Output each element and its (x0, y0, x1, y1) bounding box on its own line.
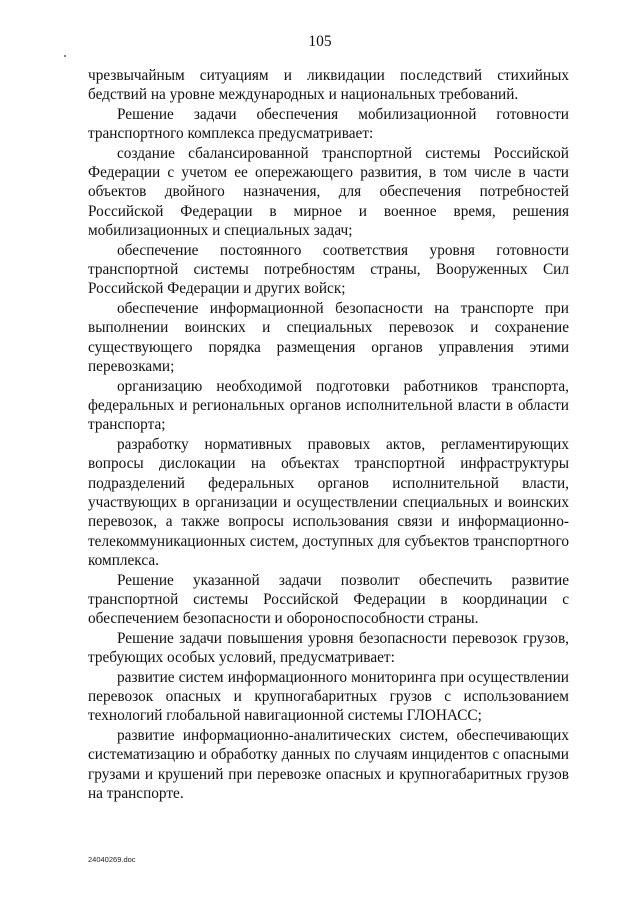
paragraph-10: развитие систем информационного мониторинга при осуществлении перевозок опасных и крупногабаритных грузов с использованием технологий глобальной навигационной системы ГЛОНАСС; (88, 668, 569, 725)
paragraph-7: разработку нормативных правовых актов, регламентирующих вопросы дислокации на объектах транспортной инфраструктуры подразделений федеральных органов исполнительной власти, участвующих в организации и осуществлении специальных и воинских перевозок, а также вопросы использования связи и информационно-телекоммуникационных систем, доступных для субъектов транспортного комплекса. (88, 435, 569, 570)
paragraph-2: Решение задачи обеспечения мобилизационной готовности транспортного комплекса предусматривает: (88, 105, 569, 143)
paragraph-5: обеспечение информационной безопасности на транспорте при выполнении воинских и специальных перевозок и сохранение существующего порядка размещения органов управления этими перевозками; (88, 299, 569, 376)
paragraph-1: чрезвычайным ситуациям и ликвидации последствий стихийных бедствий на уровне международных и национальных требований. (88, 67, 569, 104)
paragraph-4: обеспечение постоянного соответствия уровня готовности транспортной системы потребностям страны, Вооруженных Сил Российской Федерации и других войск; (88, 241, 569, 298)
scan-speck (64, 55, 66, 57)
paragraph-8: Решение указанной задачи позволит обеспечить развитие транспортной системы Российской Федерации в координации с обеспечением безопасности и обороноспособности страны. (88, 571, 569, 628)
paragraph-9: Решение задачи повышения уровня безопасности перевозок грузов, требующих особых условий, предусматривает: (88, 629, 569, 667)
paragraph-3: создание сбалансированной транспортной системы Российской Федерации с учетом ее опережающего развития, в том числе в части объектов двойного назначения, для обеспечения потребностей Российской Федерации в мирное и военное время, решения мобилизационных и специальных задач; (88, 144, 569, 240)
file-name-footer: 24040269.doc (88, 855, 136, 864)
page-number: 105 (308, 33, 332, 50)
paragraph-6: организацию необходимой подготовки работников транспорта, федеральных и региональных органов исполнительной власти в области транспорта; (88, 377, 569, 434)
paragraph-11: развитие информационно-аналитических систем, обеспечивающих систематизацию и обработку данных по случаям инцидентов с опасными грузами и крушений при перевозке опасных и крупногабаритных грузов на транспорте. (88, 726, 569, 803)
document-body (88, 66, 569, 803)
